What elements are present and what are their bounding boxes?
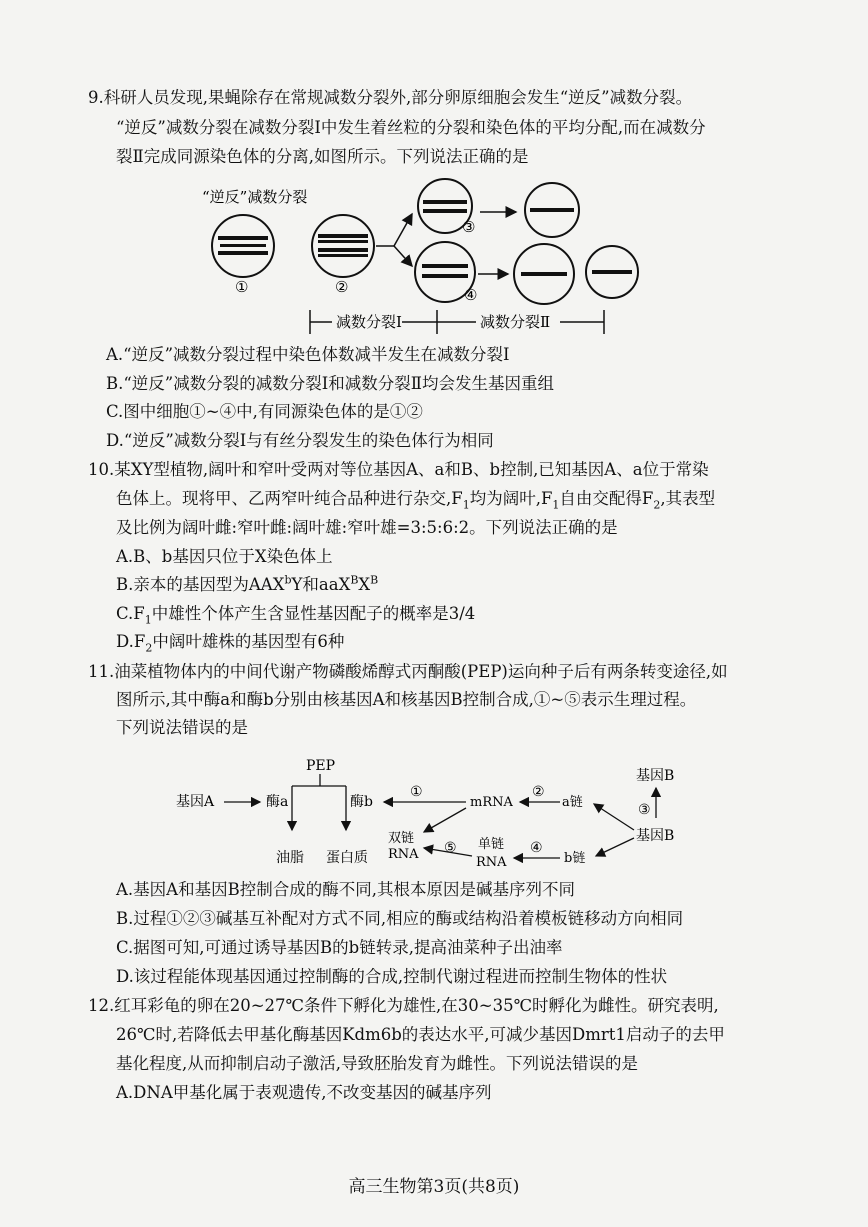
ssrna-label-2: RNA <box>476 855 507 870</box>
q9-line2: “逆反”减数分裂在减数分裂Ⅰ中发生着丝粒的分裂和染色体的平均分配,而在减数分 <box>116 118 706 137</box>
meiosis-diagram <box>180 176 640 338</box>
q9-option-d: D.“逆反”减数分裂Ⅰ与有丝分裂发生的染色体行为相同 <box>106 431 494 450</box>
q10-option-a: A.B、b基因只位于X染色体上 <box>116 547 333 566</box>
dsrna-label-2: RNA <box>388 847 419 862</box>
q11-line3: 下列说法错误的是 <box>116 718 248 737</box>
q12-line3: 基化程度,从而抑制启动子激活,导致胚胎发育为雌性。下列说法错误的是 <box>116 1054 638 1073</box>
a-chain-label: a链 <box>562 795 583 810</box>
oil-label: 油脂 <box>276 850 304 866</box>
q12-line1: 12.红耳彩龟的卵在20~27℃条件下孵化为雄性,在30~35℃时孵化为雌性。研究表明, <box>88 996 719 1015</box>
q9-option-b: B.“逆反”减数分裂的减数分裂Ⅰ和减数分裂Ⅱ均会发生基因重组 <box>106 374 554 393</box>
cell-label-3: ③ <box>462 218 476 236</box>
q12-line2: 26℃时,若降低去甲基化酶基因Kdm6b的表达水平,可减少基因Dmrt1启动子的去甲 <box>116 1025 725 1044</box>
gene-b-label: 基因B <box>636 828 675 844</box>
step-2: ② <box>532 784 545 800</box>
step-4: ④ <box>530 840 543 856</box>
q11-option-b: B.过程①②③碱基互补配对方式不同,相应的酶或结构沿着模板链移动方向相同 <box>116 909 684 928</box>
q11-line2: 图所示,其中酶a和酶b分别由核基因A和核基因B控制合成,①~⑤表示生理过程。 <box>116 690 697 709</box>
q10-option-c: $C.F_1$中雄性个体产生含显性基因配子的概率是3/4 <box>116 604 476 627</box>
q10-line3: 及比例为阔叶雌:窄叶雌:阔叶雄:窄叶雄=3:5:6:2。下列说法正确的是 <box>116 518 618 537</box>
q9-line3: 裂Ⅱ完成同源染色体的分离,如图所示。下列说法正确的是 <box>116 147 529 166</box>
meiosis-title: “逆反”减数分裂 <box>202 188 308 206</box>
gene-a-label: 基因A <box>176 794 215 810</box>
q9-option-c: C.图中细胞①~④中,有同源染色体的是①② <box>106 402 423 421</box>
q9-line1: 9.科研人员发现,果蝇除存在常规减数分裂外,部分卵原细胞会发生“逆反”减数分裂。 <box>88 88 693 107</box>
q10-option-d: $D.F_2$中阔叶雄株的基因型有6种 <box>116 632 345 655</box>
step-3: ③ <box>638 802 651 818</box>
pep-pathway-diagram <box>170 752 710 874</box>
protein-label: 蛋白质 <box>326 850 368 866</box>
b-chain-label: b链 <box>564 851 586 866</box>
step-5: ⑤ <box>444 840 457 856</box>
q11-line1: 11.油菜植物体内的中间代谢产物磷酸烯醇式丙酮酸(PEP)运向种子后有两条转变途径,如 <box>88 662 728 681</box>
stage-2-label: 减数分裂Ⅱ <box>480 313 551 331</box>
cell-label-4: ④ <box>464 286 478 304</box>
enzyme-a-label: 酶a <box>266 794 289 810</box>
q11-option-c: C.据图可知,可通过诱导基因B的b链转录,提高油菜种子出油率 <box>116 938 563 957</box>
q10-option-b: B.亲本的基因型为AAX$^b$Y和$aaX^BX^B$ <box>116 573 379 594</box>
ssrna-label-1: 单链 <box>478 837 505 852</box>
q12-option-a: A.DNA甲基化属于表观遗传,不改变基因的碱基序列 <box>116 1083 492 1102</box>
stage-1-label: 减数分裂Ⅰ <box>336 313 402 331</box>
cell-label-1: ① <box>235 278 249 296</box>
dsrna-label-1: 双链 <box>388 831 415 846</box>
enzyme-b-label: 酶b <box>350 794 373 810</box>
step-1: ① <box>410 784 423 800</box>
page-footer: 高三生物第3页(共8页) <box>348 1177 520 1197</box>
cell-label-2: ② <box>335 278 349 296</box>
mrna-label: mRNA <box>470 795 513 810</box>
cell-2 <box>312 215 374 277</box>
q10-line1: 10.某XY型植物,阔叶和窄叶受两对等位基因A、a和B、b控制,已知基因A、a位于常染 <box>88 460 709 479</box>
gene-b-top-label: 基因B <box>636 768 675 784</box>
q11-option-a: A.基因A和基因B控制合成的酶不同,其根本原因是碱基序列不同 <box>116 880 575 899</box>
q9-option-a: A.“逆反”减数分裂过程中染色体数减半发生在减数分裂Ⅰ <box>106 345 510 364</box>
pep-label: PEP <box>306 758 336 774</box>
q11-option-d: D.该过程能体现基因通过控制酶的合成,控制代谢过程进而控制生物体的性状 <box>116 967 668 986</box>
q10-line2: 色体上。现将甲、乙两窄叶纯合品种进行杂交$,F_1$均为阔叶$,F_1$自由交配得$F_2$,其表型 <box>116 489 716 512</box>
